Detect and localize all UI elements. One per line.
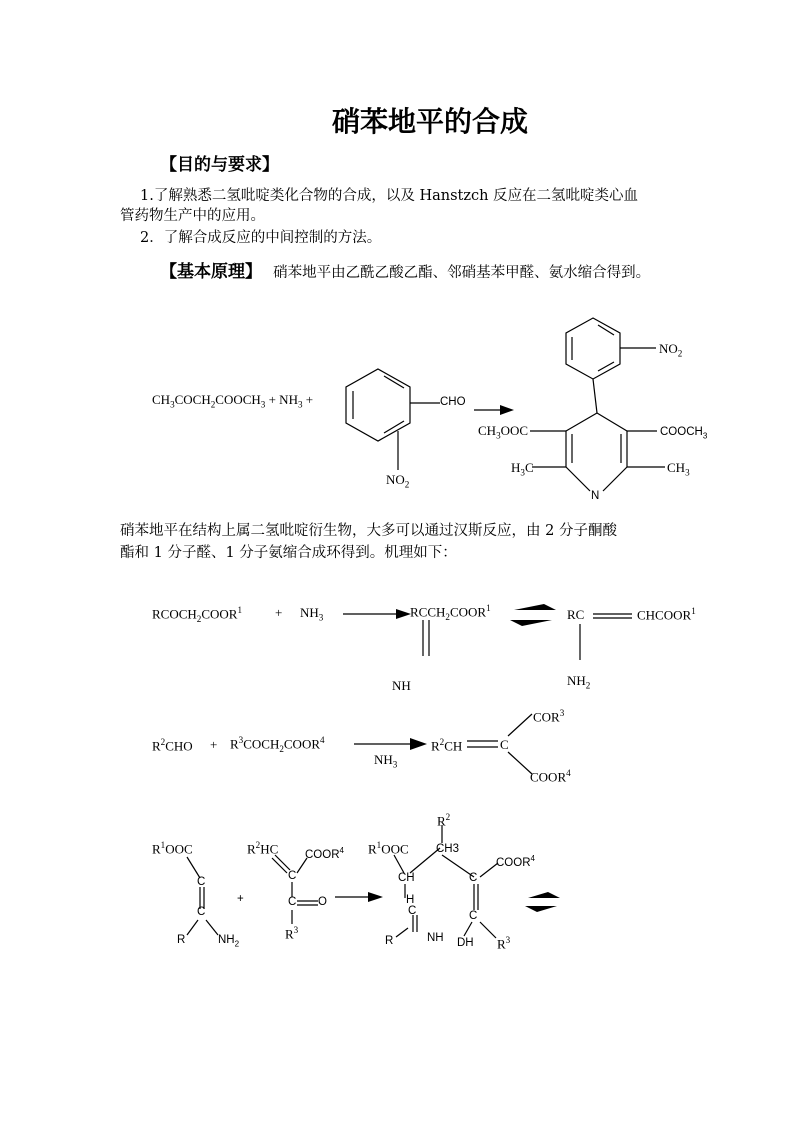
scheme4-plus: + bbox=[237, 893, 244, 905]
objective-1-line-1: 1.了解熟悉二氢吡啶类化合物的合成，以及 Hanstzch 反应在二氢吡啶类心血 bbox=[140, 188, 639, 204]
objective-2: 2．了解合成反应的中间控制的方法。 bbox=[140, 230, 382, 246]
scheme4-c-ester: $R^1OOC$ bbox=[368, 840, 409, 857]
reactant-acetoacetate: $CH_3COCH_2COOCH_3 + NH_3$ + bbox=[152, 392, 314, 410]
scheme4-c-dh: DH bbox=[457, 937, 474, 949]
scheme4-b-oxygen: O bbox=[318, 896, 327, 908]
nitro-group-product: $NO_2$ bbox=[659, 341, 683, 359]
scheme4-c-r3: $R^3$ bbox=[497, 935, 511, 952]
scheme4-b-c2: C bbox=[288, 896, 297, 908]
nitro-group-reactant: $NO_2$ bbox=[386, 472, 410, 490]
scheme2-nh2: $NH_2$ bbox=[567, 673, 591, 691]
scheme3-product: $R^2CH$ bbox=[431, 737, 463, 754]
scheme2-plus: + bbox=[275, 605, 283, 620]
product-right-ester: $COOCH_3$ bbox=[660, 426, 708, 441]
product-methyl-left: $H_3C$ bbox=[511, 460, 534, 478]
page-title: 硝苯地平的合成 bbox=[331, 105, 528, 138]
scheme3-nh3: $NH_3$ bbox=[374, 752, 398, 770]
scheme4-c-ch3: CH3 bbox=[436, 843, 460, 855]
scheme4-c-c3: C bbox=[469, 910, 478, 922]
scheme2-ammonia: $NH_3$ bbox=[300, 605, 324, 623]
scheme4-a-c2: C bbox=[197, 906, 206, 918]
scheme2-rc: RC bbox=[567, 607, 585, 622]
product-left-ester: $CH_3OOC$ bbox=[478, 423, 529, 441]
section-heading-objectives: 【目的与要求】 bbox=[160, 155, 279, 175]
scheme4-a-nh2: $NH_2$ bbox=[218, 934, 240, 949]
scheme2-ketoester: $RCOCH_2COOR^1$ bbox=[152, 605, 243, 624]
mechanism-intro-line-2: 酯和 1 分子醛、1 分子氨缩合成环得到。机理如下： bbox=[120, 545, 457, 561]
principle-text: 硝苯地平由乙酰乙酸乙酯、邻硝基苯甲醛、氨水缩合得到。 bbox=[273, 265, 651, 281]
scheme4-c-r2: $R^2$ bbox=[437, 812, 451, 829]
scheme4-a-ester: $R^1OOC$ bbox=[152, 840, 193, 857]
scheme4-c-coor4: COOR$^4$ bbox=[496, 854, 535, 869]
scheme2-imine: $RCCH_2COOR^1$ bbox=[410, 603, 491, 622]
scheme3-aldehyde: $R^2CHO$ bbox=[152, 737, 193, 754]
scheme4-b-r2hc: $R^2HC$ bbox=[247, 840, 279, 857]
scheme4-c-ch: CH bbox=[398, 872, 415, 884]
objective-1-line-2: 管药物生产中的应用。 bbox=[120, 208, 265, 224]
scheme4-a-c1: C bbox=[197, 876, 206, 888]
scheme4-b-c1: C bbox=[288, 870, 297, 882]
scheme4-c-c2: C bbox=[408, 905, 417, 917]
scheme4-c-c1: C bbox=[469, 872, 478, 884]
scheme3-plus: + bbox=[210, 737, 218, 752]
scheme3-product-c: C bbox=[500, 737, 509, 752]
scheme3-coor4: COOR$^4$ bbox=[530, 768, 571, 785]
product-methyl-right: $CH_3$ bbox=[667, 460, 690, 478]
product-phenyl-ring bbox=[566, 318, 620, 379]
sub3: 3 bbox=[260, 399, 266, 410]
scheme3-ketoester: $R^3COCH_2COOR^4$ bbox=[230, 735, 325, 754]
cho-group: CHO bbox=[440, 396, 466, 408]
scheme3-cor3: COR$^3$ bbox=[533, 708, 565, 725]
section-heading-principle: 【基本原理】 bbox=[160, 262, 262, 282]
scheme4-c-h: H bbox=[406, 894, 415, 906]
nitrobenzaldehyde-benzene-ring bbox=[346, 369, 410, 441]
scheme2-enamine-ester: CHCOOR$^1$ bbox=[637, 606, 696, 623]
product-ring-nitrogen: N bbox=[591, 490, 600, 502]
mechanism-intro-line-1: 硝苯地平在结构上属二氢吡啶衍生物，大多可以通过汉斯反应，由 2 分子酮酸 bbox=[120, 523, 617, 539]
scheme4-c-nh: NH bbox=[427, 932, 444, 944]
scheme2-nh: NH bbox=[392, 678, 411, 693]
scheme4-b-r3: $R^3$ bbox=[285, 925, 299, 942]
scheme4-b-coor4: COOR$^4$ bbox=[305, 846, 344, 861]
sub2: 2 bbox=[210, 399, 216, 410]
scheme4-a-r: R bbox=[177, 934, 186, 946]
scheme4-c-r: R bbox=[385, 935, 394, 947]
